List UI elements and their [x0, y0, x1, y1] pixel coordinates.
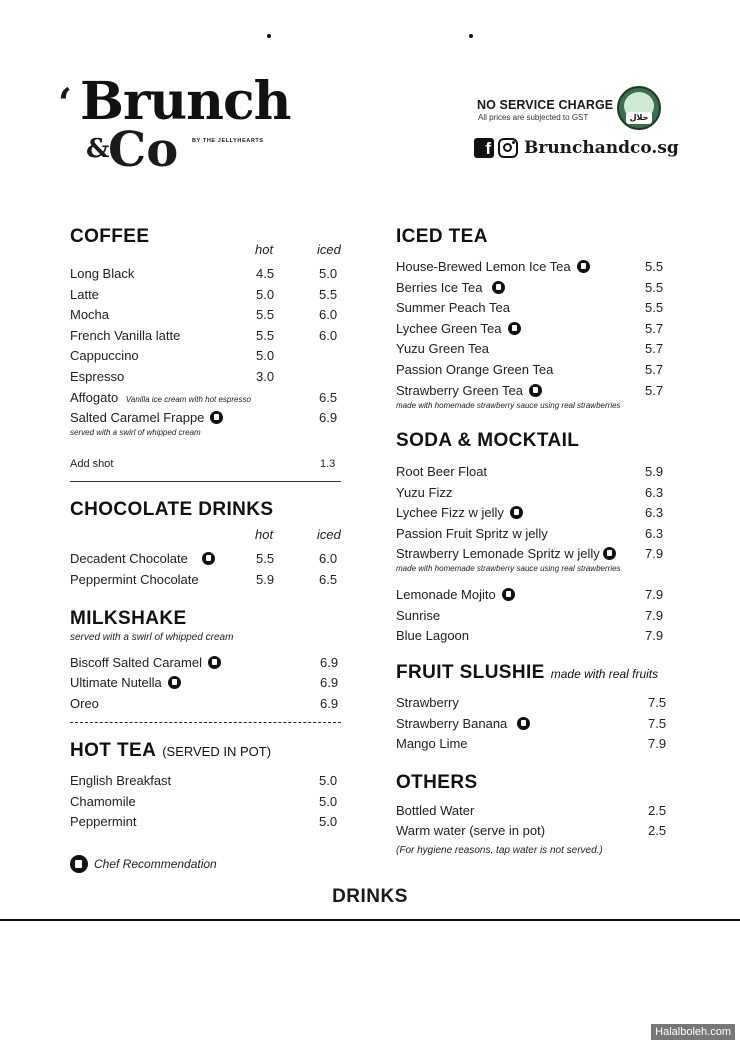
menu-item — [396, 463, 487, 481]
item-name: French Vanilla latte — [70, 328, 181, 343]
item-name: Biscoff Salted Caramel — [70, 655, 202, 670]
price-iced: 5.0 — [319, 266, 338, 281]
menu-item — [396, 484, 452, 502]
price-hot: 5.0 — [256, 287, 275, 302]
item-name: Ultimate Nutella — [70, 675, 162, 690]
menu-item — [70, 571, 199, 589]
item-name: Add shot — [70, 458, 114, 470]
menu-item — [70, 455, 113, 473]
section-subtitle: served with a swirl of whipped cream — [70, 632, 234, 643]
thumbs-up-icon — [70, 855, 88, 873]
thumbs-up-icon — [529, 384, 542, 397]
decorative-dot-right — [469, 34, 473, 38]
price-hot: 5.5 — [256, 307, 275, 322]
tap-water-note: (For hygiene reasons, tap water is not served.) — [396, 845, 603, 856]
price-iced: 6.0 — [319, 307, 338, 322]
item-name: Chamomile — [70, 794, 136, 809]
slushie-title: FRUIT SLUSHIE — [396, 662, 545, 683]
item-name: Decadent Chocolate — [70, 551, 188, 566]
thumbs-up-icon — [202, 552, 215, 565]
thumbs-up-icon — [603, 547, 616, 560]
section-title-others: OTHERS — [396, 772, 478, 793]
column-header-hot: hot — [255, 242, 274, 257]
menu-item — [396, 735, 468, 753]
decorative-dot-left — [267, 34, 271, 38]
thumbs-up-icon — [577, 260, 590, 273]
price: 5.5 — [645, 280, 664, 295]
menu-item — [396, 525, 548, 543]
section-title-soda-mocktail: SODA & MOCKTAIL — [396, 430, 580, 451]
item-name: Root Beer Float — [396, 464, 488, 479]
item-name: Strawberry Lemonade Spritz w jelly — [396, 546, 600, 561]
logo-swash: ‘ — [58, 80, 72, 127]
social-handles — [474, 137, 679, 159]
item-name: Peppermint Chocolate — [70, 572, 199, 587]
price-iced: 6.9 — [319, 410, 338, 425]
facebook-icon[interactable]: f — [474, 138, 494, 158]
menu-item — [396, 545, 616, 563]
item-name: Warm water (serve in pot) — [396, 823, 546, 838]
price-hot: 5.5 — [256, 328, 275, 343]
logo-tagline: BY THE JELLYHEARTS — [192, 138, 264, 144]
price: 6.9 — [320, 696, 339, 711]
watermark: Halalboleh.com — [651, 1024, 735, 1040]
menu-item — [396, 607, 440, 625]
item-note: served with a swirl of whipped cream — [70, 428, 201, 437]
price: 5.0 — [319, 814, 338, 829]
item-name: Lychee Fizz w jelly — [396, 505, 504, 520]
menu-item — [396, 802, 474, 820]
page-footer-title: DRINKS — [332, 886, 408, 907]
menu-item — [70, 674, 181, 692]
thumbs-up-icon — [492, 281, 505, 294]
column-header-iced: iced — [317, 527, 341, 542]
logo-ampersand: & — [86, 134, 110, 164]
section-title-coffee: COFFEE — [70, 226, 150, 247]
price: 5.5 — [645, 259, 664, 274]
section-divider — [70, 722, 341, 723]
instagram-icon[interactable] — [498, 138, 518, 158]
item-name: Mocha — [70, 307, 110, 322]
service-charge-notice: NO SERVICE CHARGE — [477, 98, 614, 112]
footer-divider — [0, 919, 740, 921]
price: 6.9 — [320, 675, 339, 690]
menu-item — [396, 299, 510, 317]
menu-item — [70, 389, 251, 407]
menu-item — [396, 586, 515, 604]
price: 7.9 — [645, 546, 664, 561]
item-name: Affogato — [70, 390, 119, 405]
social-handle: Brunchandco.sg — [524, 138, 679, 158]
menu-item — [70, 793, 136, 811]
logo-brunch-text: Brunch — [80, 71, 291, 132]
thumbs-up-icon — [208, 656, 221, 669]
item-name: Long Black — [70, 266, 135, 281]
menu-item — [396, 382, 542, 400]
price: 5.0 — [319, 794, 338, 809]
price: 5.7 — [645, 362, 664, 377]
gst-note: All prices are subjected to GST — [478, 113, 589, 122]
item-name: Cappuccino — [70, 348, 139, 363]
item-name: Oreo — [70, 696, 99, 711]
menu-item — [396, 340, 489, 358]
thumbs-up-icon — [168, 676, 181, 689]
menu-item — [396, 822, 545, 840]
menu-item — [396, 504, 523, 522]
item-name: Strawberry Green Tea — [396, 383, 523, 398]
menu-item — [70, 654, 221, 672]
brand-logo — [58, 72, 298, 182]
price-iced: 6.0 — [319, 551, 338, 566]
menu-item — [70, 695, 99, 713]
menu-item — [70, 265, 134, 283]
price: 7.5 — [648, 695, 667, 710]
slushie-subtitle: made with real fruits — [550, 667, 659, 681]
item-name: Yuzu Green Tea — [396, 341, 489, 356]
item-name: Strawberry Banana — [396, 716, 508, 731]
price: 5.7 — [645, 321, 664, 336]
price-hot: 5.9 — [256, 572, 275, 587]
item-name: Blue Lagoon — [396, 628, 470, 643]
price: 7.5 — [648, 716, 667, 731]
chef-recommendation-legend — [70, 855, 217, 873]
price: 6.9 — [320, 655, 339, 670]
item-name: Sunrise — [396, 608, 441, 623]
hot-tea-title: HOT TEA — [70, 740, 157, 761]
item-name: Peppermint — [70, 814, 137, 829]
item-name: Lemonade Mojito — [396, 587, 496, 602]
section-title-iced-tea: ICED TEA — [396, 226, 488, 247]
menu-item — [70, 409, 223, 427]
menu-item — [70, 327, 180, 345]
price: 5.7 — [645, 341, 664, 356]
legend-label: Chef Recommendation — [94, 857, 217, 871]
price: 7.9 — [645, 608, 664, 623]
price-hot: 5.0 — [256, 348, 275, 363]
price-iced: 6.5 — [319, 572, 338, 587]
menu-item — [396, 320, 521, 338]
thumbs-up-icon — [210, 411, 223, 424]
section-title-chocolate: CHOCOLATE DRINKS — [70, 499, 274, 520]
thumbs-up-icon — [502, 588, 515, 601]
hot-tea-subtitle: (SERVED IN POT) — [162, 744, 272, 759]
item-name: Espresso — [70, 369, 125, 384]
menu-item — [396, 258, 590, 276]
halal-logo-icon: حلال — [617, 86, 661, 130]
item-note: made with homemade strawberry sauce using real strawberries — [396, 564, 621, 573]
section-title-milkshake: MILKSHAKE — [70, 608, 187, 629]
item-name: Yuzu Fizz — [396, 485, 453, 500]
thumbs-up-icon — [510, 506, 523, 519]
menu-item — [396, 279, 505, 297]
menu-item — [396, 694, 459, 712]
menu-item — [396, 361, 553, 379]
item-name: Salted Caramel Frappe — [70, 410, 205, 425]
price: 5.9 — [645, 464, 664, 479]
item-name: Bottled Water — [396, 803, 475, 818]
item-name: Mango Lime — [396, 736, 468, 751]
price: 2.5 — [648, 803, 667, 818]
section-title-fruit-slushie — [396, 662, 658, 684]
price: 7.9 — [645, 587, 664, 602]
menu-item — [70, 306, 109, 324]
section-divider — [70, 481, 341, 482]
price: 1.3 — [320, 458, 336, 470]
menu-item — [70, 772, 171, 790]
menu-item — [70, 347, 139, 365]
menu-item — [396, 715, 530, 733]
item-name: Passion Orange Green Tea — [396, 362, 554, 377]
item-name: Latte — [70, 287, 99, 302]
price: 5.0 — [319, 773, 338, 788]
menu-item — [70, 550, 215, 568]
item-name: House-Brewed Lemon Ice Tea — [396, 259, 571, 274]
thumbs-up-icon — [517, 717, 530, 730]
price-iced: 6.5 — [319, 390, 338, 405]
price-iced: 5.5 — [319, 287, 338, 302]
menu-item — [70, 368, 124, 386]
price: 7.9 — [648, 736, 667, 751]
item-name: Lychee Green Tea — [396, 321, 502, 336]
price: 6.3 — [645, 485, 664, 500]
price-hot: 5.5 — [256, 551, 275, 566]
item-name: Berries Ice Tea — [396, 280, 483, 295]
item-name: Passion Fruit Spritz w jelly — [396, 526, 548, 541]
column-header-hot: hot — [255, 527, 274, 542]
price-hot: 3.0 — [256, 369, 275, 384]
price: 6.3 — [645, 526, 664, 541]
price: 5.7 — [645, 383, 664, 398]
item-description: Vanilla ice cream with hot espresso — [125, 395, 251, 404]
price-hot: 4.5 — [256, 266, 275, 281]
price: 7.9 — [645, 628, 664, 643]
price: 6.3 — [645, 505, 664, 520]
column-header-iced: iced — [317, 242, 341, 257]
item-name: Strawberry — [396, 695, 459, 710]
logo-co-text: Co — [108, 122, 179, 178]
section-title-hot-tea — [70, 740, 271, 762]
menu-item — [70, 813, 136, 831]
price: 5.5 — [645, 300, 664, 315]
menu-item — [396, 627, 469, 645]
price-iced: 6.0 — [319, 328, 338, 343]
item-name: Summer Peach Tea — [396, 300, 510, 315]
item-note: made with homemade strawberry sauce using real strawberries — [396, 401, 621, 410]
thumbs-up-icon — [508, 322, 521, 335]
item-name: English Breakfast — [70, 773, 172, 788]
menu-item — [70, 286, 99, 304]
price: 2.5 — [648, 823, 667, 838]
